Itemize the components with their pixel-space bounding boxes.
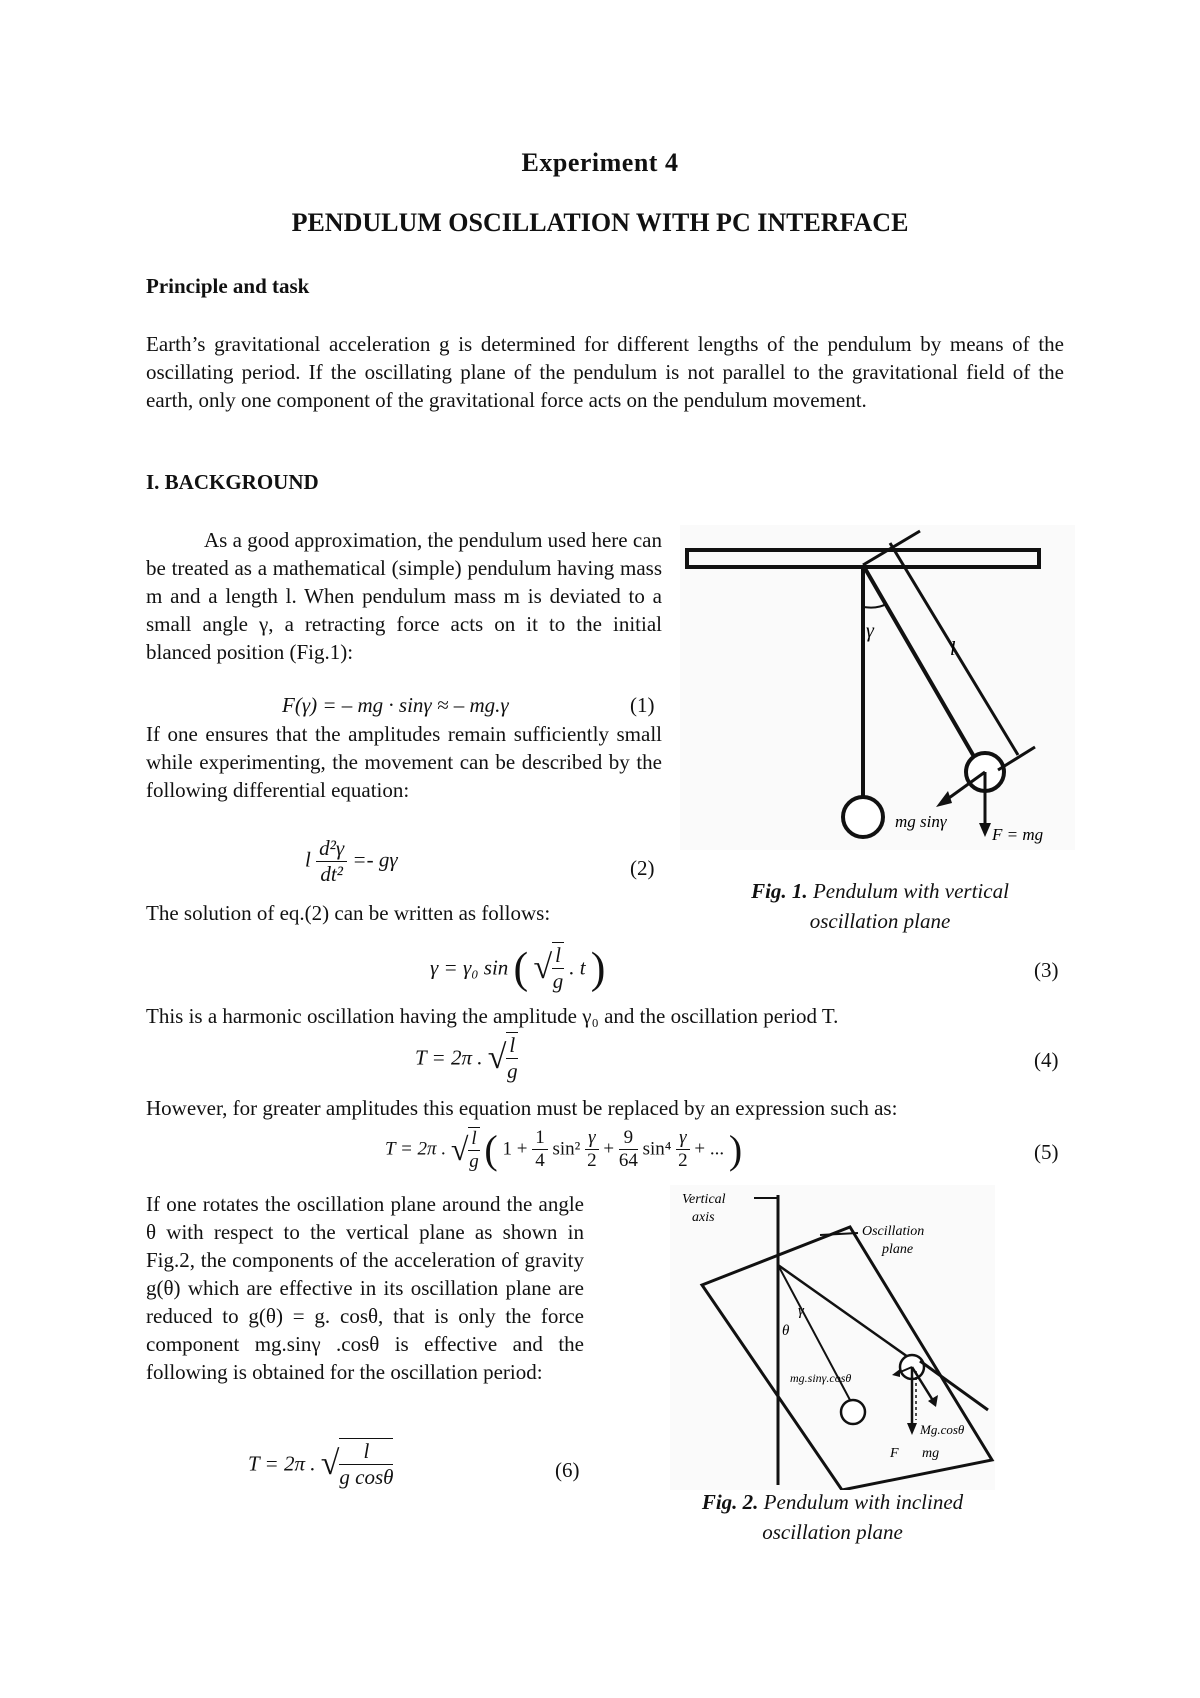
equation-6-number: (6)	[555, 1458, 580, 1482]
figure-1-rest-bob	[843, 797, 883, 837]
background-paragraph-6: If one rotates the oscillation plane around the angle θ with respect to the vertical plane as shown in Fig.2, the components of the acceleration of gravity g(θ) which are effective in its oscillation plane are reduced to g(θ) = g. cosθ, that is only the force component mg.sinγ .cosθ is effective and the following is obtained for the oscillation period:	[146, 1192, 584, 1384]
equation-5-gamma-2	[676, 1127, 690, 1172]
figure-2-caption-label: Fig. 2.	[701, 1490, 759, 1514]
equation-5-tail: + ...	[694, 1138, 725, 1160]
equation-3-frac-top: l	[552, 943, 564, 969]
figure-2-axis-label: axis	[692, 1210, 715, 1225]
figure-1-caption-line-2: oscillation plane	[809, 909, 951, 933]
equation-6-bottom: g cosθ	[339, 1465, 394, 1489]
figure-2-diagram	[670, 1185, 995, 1490]
equation-4-top: l	[506, 1033, 518, 1059]
figure-2-mg-label: mg	[922, 1446, 940, 1461]
equation-3-frac-bottom: g	[552, 969, 564, 993]
equation-6-top: l	[339, 1439, 393, 1465]
equation-2-numerator: d²γ	[316, 836, 347, 862]
equation-1: F(γ) = – mg · sinγ ≈ – mg.γ	[282, 693, 509, 717]
figure-1-caption-label: Fig. 1.	[751, 879, 808, 903]
principle-paragraph: Earth’s gravitational acceleration g is determined for different lengths of the pendulum by means of the oscillating period. If the oscillating plane of the pendulum is not parallel to the gravitational field of the earth, only one component of the gravitational force acts on the pendulum movement.	[146, 332, 1064, 412]
figure-2-mgsincos-label: mg.sinγ.cosθ	[790, 1371, 852, 1385]
figure-1-gamma-label: γ	[866, 620, 874, 642]
equation-5-f2-top: 9	[619, 1127, 638, 1150]
figure-2-caption-line-1: Pendulum with inclined	[763, 1490, 964, 1514]
equation-5-sin4: sin⁴	[642, 1138, 672, 1160]
equation-5: T = 2π . √ $\frac{l}{g}$ ( 1 + $\frac{1}{4}$ sin² $\frac{\gamma}{2}$ + $\frac{9}{64}$ sin⁴ $\frac{\gamma}{2}$ + ... )	[385, 1127, 743, 1172]
figure-2-background	[670, 1185, 995, 1490]
background-heading: I. BACKGROUND	[146, 470, 319, 494]
equation-5-gamma-1	[585, 1127, 599, 1172]
figure-2-force-label: F	[890, 1446, 899, 1461]
equation-3-fraction	[552, 942, 564, 994]
figure-1-caption-line-1: Pendulum with vertical	[812, 879, 1009, 903]
figure-1-diagram	[680, 525, 1075, 850]
equation-4-bottom: g	[507, 1059, 518, 1083]
equation-5-sqrt-fraction	[468, 1127, 479, 1173]
background-paragraph-3: The solution of eq.(2) can be written as follows:	[146, 901, 551, 925]
figure-2-gamma-label: γ	[798, 1303, 804, 1319]
equation-5-f1-bottom: 4	[535, 1150, 545, 1171]
background-paragraph-5: However, for greater amplitudes this equation must be replaced by an expression such as:	[146, 1096, 898, 1120]
equation-4: T = 2π . √ $\frac{l}{g}$	[415, 1033, 518, 1083]
equation-2-denominator: dt²	[320, 862, 343, 886]
equation-4-number: (4)	[1034, 1048, 1059, 1072]
principle-heading: Principle and task	[146, 274, 310, 298]
equation-5-fraction-2	[619, 1127, 638, 1172]
equation-5-g1-top: γ	[585, 1127, 599, 1150]
figure-2-oscillation-label: Oscillation	[862, 1224, 925, 1239]
background-paragraph-1: As a good approximation, the pendulum used here can be treated as a mathematical (simple) pendulum having mass m and a length l. When pendulum mass m is deviated to a small angle γ, a retracting force acts on it to the initial blanced position (Fig.1):	[146, 528, 662, 664]
equation-1-number: (1)	[630, 693, 655, 717]
figure-1-force-label: F = mg	[992, 825, 1044, 844]
equation-5-sqrt-bottom: g	[469, 1150, 479, 1172]
document-title: PENDULUM OSCILLATION WITH PC INTERFACE	[291, 208, 909, 237]
equation-5-sin2: sin²	[552, 1138, 581, 1160]
equation-3: γ = γ₀ sin ( √ $\frac{l}{g}$ . t )	[430, 943, 606, 993]
figure-2-vertical-label: Vertical	[682, 1192, 726, 1207]
equation-5-fraction-1	[532, 1127, 548, 1172]
equation-5-g1-bottom: 2	[587, 1150, 597, 1171]
figure-1-caption	[695, 876, 1065, 936]
equation-2-number: (2)	[630, 856, 655, 880]
equation-2-lead: l	[305, 847, 311, 872]
equation-2-fraction	[316, 836, 347, 887]
equation-5-number: (5)	[1034, 1140, 1059, 1164]
figure-2-plane-label: plane	[882, 1242, 914, 1257]
figure-1-mgsin-label: mg sinγ	[895, 812, 947, 831]
figure-2-mgcos-label: Mg.cosθ	[920, 1422, 965, 1437]
equation-5-f2-bottom: 64	[618, 1150, 638, 1171]
equation-2	[305, 836, 398, 887]
equation-6-left: T = 2π .	[248, 1451, 316, 1476]
experiment-heading: Experiment 4	[521, 148, 679, 177]
background-paragraph-2: If one ensures that the amplitudes remain sufficiently small while experimenting, the movement can be described by the following differential equation:	[146, 722, 662, 802]
equation-5-sqrt-top: l	[468, 1128, 479, 1151]
equation-5-plus: +	[603, 1138, 615, 1160]
figure-1-length-label: l	[950, 638, 956, 660]
equation-5-g2-top: γ	[676, 1127, 690, 1150]
figure-2-theta-label: θ	[782, 1323, 790, 1339]
equation-3-number: (3)	[1034, 958, 1059, 982]
equation-3-left: γ = γ₀ sin	[430, 955, 509, 980]
background-paragraph-4: This is a harmonic oscillation having the amplitude γ₀ and the oscillation period T.	[146, 1004, 839, 1028]
figure-2-rest-bob	[841, 1400, 865, 1424]
figure-2-caption-line-2: oscillation plane	[762, 1520, 903, 1544]
equation-6-fraction	[339, 1438, 393, 1490]
equation-5-f1-top: 1	[532, 1127, 548, 1150]
equation-2-rest: =- gγ	[352, 847, 398, 872]
equation-5-one: 1 +	[502, 1138, 528, 1160]
equation-5-g2-bottom: 2	[678, 1150, 688, 1171]
equation-4-left: T = 2π .	[415, 1045, 483, 1070]
equation-6: T = 2π . √ $\frac{l}{\text{g cosθ}}$	[248, 1439, 394, 1489]
equation-4-fraction	[506, 1032, 518, 1084]
equation-5-left: T = 2π .	[385, 1138, 447, 1160]
equation-3-tail: . t	[569, 955, 586, 980]
figure-2-caption	[660, 1487, 1005, 1547]
